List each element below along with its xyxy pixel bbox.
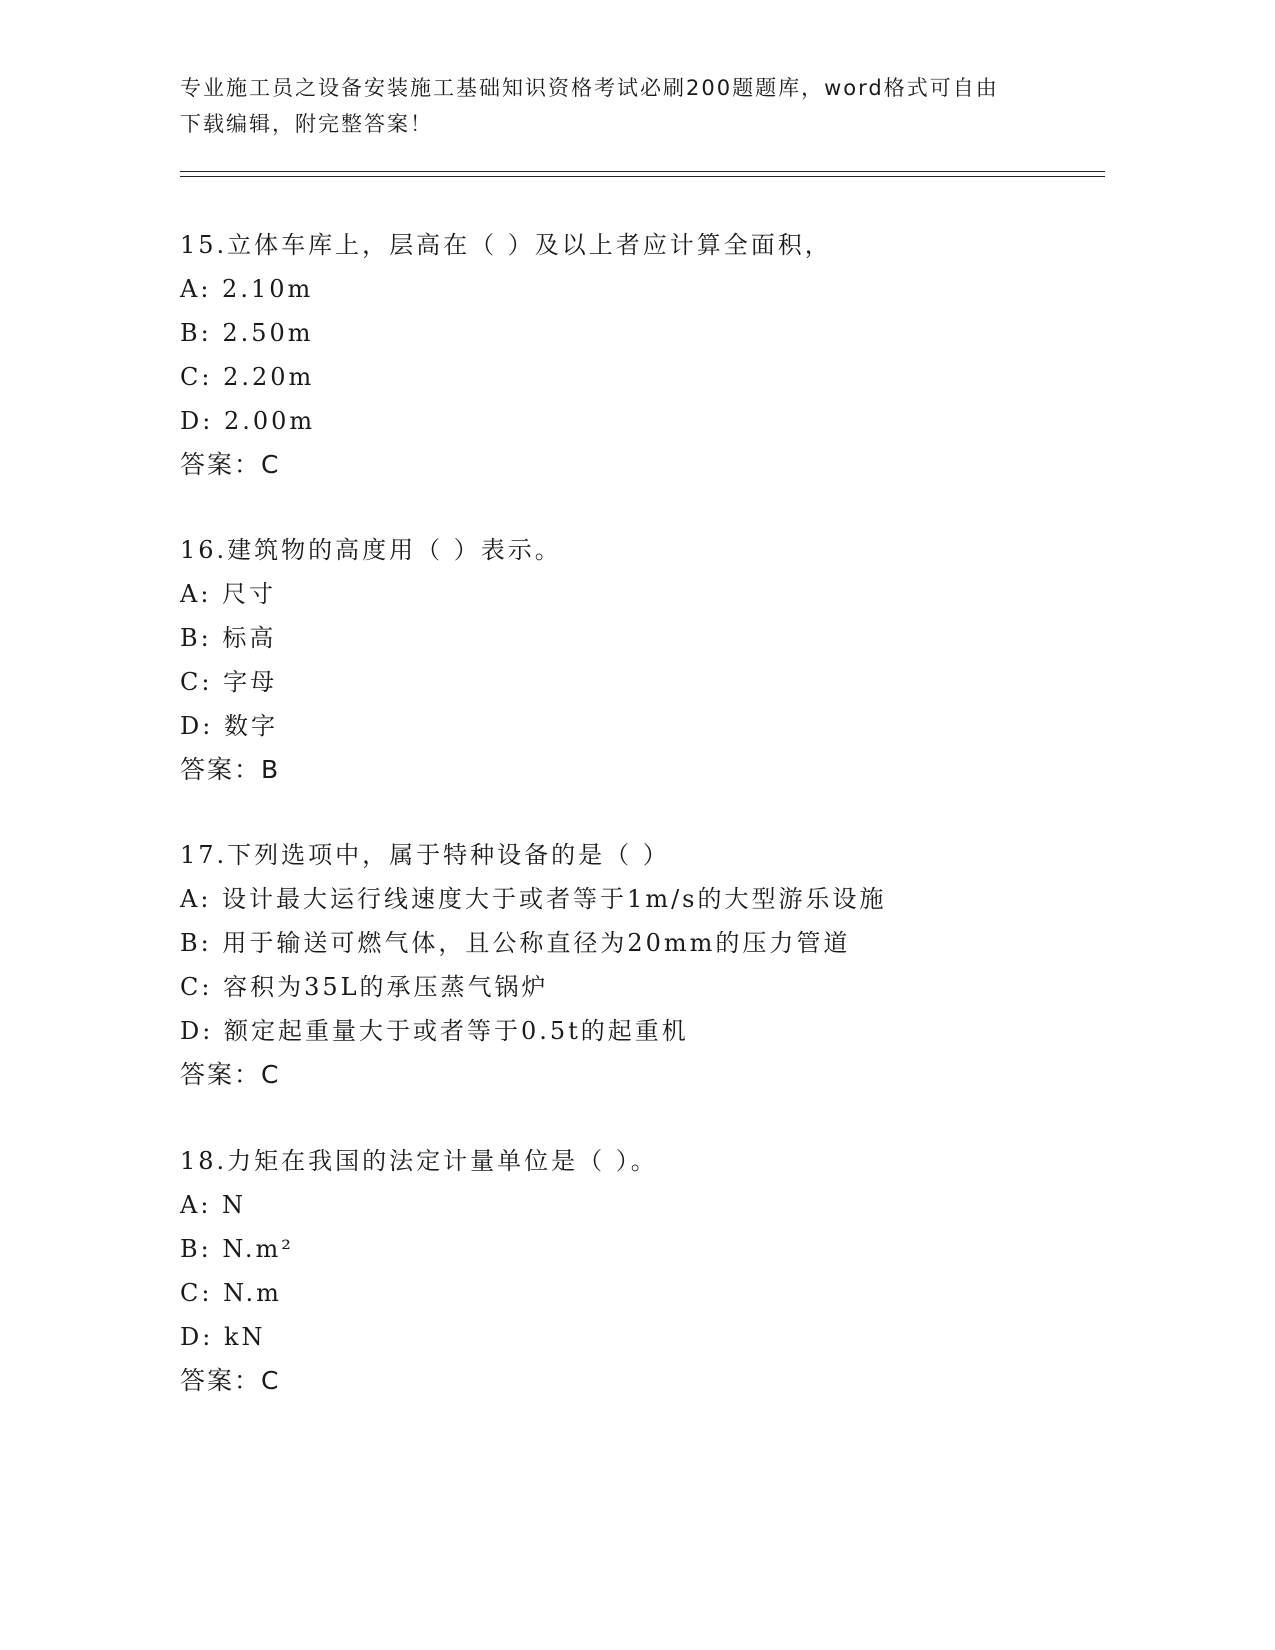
question-18 xyxy=(180,1139,1180,1403)
option-a: A: N xyxy=(180,1191,247,1219)
option-b: B: 用于输送可燃气体，且公称直径为20mm的压力管道 xyxy=(180,929,851,957)
header-divider-top xyxy=(180,171,1105,172)
header-line-1: 专业施工员之设备安装施工基础知识资格考试必刷200题题库，word格式可自由 xyxy=(180,76,999,100)
option-c: C: 2.20m xyxy=(180,363,315,391)
question-stem: 17.下列选项中，属于特种设备的是（ ） xyxy=(180,841,670,869)
document-header xyxy=(180,70,1060,142)
question-stem: 15.立体车库上，层高在（ ）及以上者应计算全面积， xyxy=(180,231,832,259)
option-b: B: 标高 xyxy=(180,624,277,652)
answer-line: 答案：B xyxy=(180,755,281,784)
answer-line: 答案：C xyxy=(180,450,281,479)
option-a: A: 2.10m xyxy=(180,275,314,303)
option-d: D: 数字 xyxy=(180,712,278,740)
option-c: C: 字母 xyxy=(180,668,278,696)
option-d: D: 额定起重量大于或者等于0.5t的起重机 xyxy=(180,1017,689,1045)
question-stem: 18.力矩在我国的法定计量单位是（ ）。 xyxy=(180,1147,658,1175)
question-17 xyxy=(180,833,1180,1097)
option-d: D: 2.00m xyxy=(180,407,316,435)
answer-line: 答案：C xyxy=(180,1366,281,1395)
question-15 xyxy=(180,223,1180,487)
option-a: A: 尺寸 xyxy=(180,580,277,608)
option-a: A: 设计最大运行线速度大于或者等于1m/s的大型游乐设施 xyxy=(180,885,887,913)
option-b: B: N.m² xyxy=(180,1235,294,1263)
option-b: B: 2.50m xyxy=(180,319,314,347)
option-c: C: 容积为35L的承压蒸气锅炉 xyxy=(180,973,549,1001)
option-d: D: kN xyxy=(180,1323,266,1351)
header-divider-bottom xyxy=(180,176,1105,177)
question-16 xyxy=(180,528,1180,792)
answer-line: 答案：C xyxy=(180,1060,281,1089)
header-line-2: 下载编辑，附完整答案！ xyxy=(180,112,433,136)
option-c: C: N.m xyxy=(180,1279,282,1307)
question-stem: 16.建筑物的高度用（ ）表示。 xyxy=(180,536,562,564)
